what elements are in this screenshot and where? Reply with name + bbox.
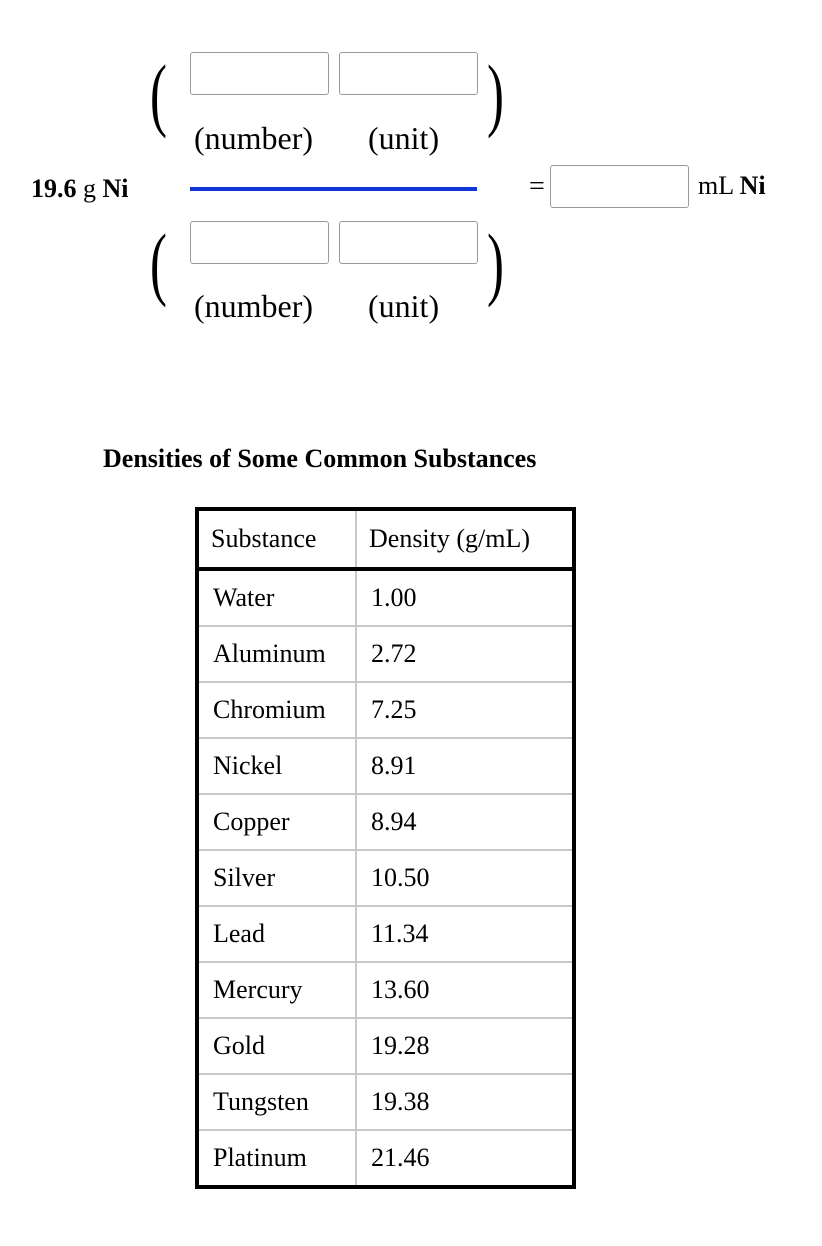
substance-cell: Silver [197,850,356,906]
density-table-title: Densities of Some Common Substances [103,444,537,473]
substance-cell: Lead [197,906,356,962]
denominator-number-hint: (number) [194,288,314,324]
column-header-substance: Substance [197,509,356,569]
substance-cell: Aluminum [197,626,356,682]
density-cell: 19.38 [356,1074,574,1130]
numerator-unit-input[interactable] [339,52,478,95]
substance-cell: Mercury [197,962,356,1018]
table-row [197,1018,574,1074]
denominator-close-paren: ) [487,217,504,308]
substance-cell: Chromium [197,682,356,738]
table-row [197,682,574,738]
substance-cell: Tungsten [197,1074,356,1130]
substance-cell: Nickel [197,738,356,794]
density-cell: 10.50 [356,850,574,906]
density-cell: 21.46 [356,1130,574,1187]
result-unit: mL [698,171,734,200]
given-unit: g [83,174,96,203]
table-row [197,738,574,794]
substance-cell: Copper [197,794,356,850]
table-row [197,626,574,682]
density-table [195,507,576,1189]
density-cell: 8.91 [356,738,574,794]
numerator-close-paren: ) [487,48,504,139]
table-row [197,1074,574,1130]
table-header-row [197,509,574,569]
table-row [197,1130,574,1187]
density-cell: 1.00 [356,569,574,626]
density-cell: 8.94 [356,794,574,850]
numerator-number-hint: (number) [194,120,314,156]
table-row [197,850,574,906]
density-cell: 13.60 [356,962,574,1018]
given-value: 19.6 [31,174,77,203]
given-substance: Ni [102,174,129,203]
substance-cell: Water [197,569,356,626]
density-cell: 19.28 [356,1018,574,1074]
table-row [197,794,574,850]
numerator-number-input[interactable] [190,52,329,95]
numerator-unit-hint: (unit) [368,120,440,156]
substance-cell: Platinum [197,1130,356,1187]
substance-cell: Gold [197,1018,356,1074]
density-cell: 11.34 [356,906,574,962]
result-input[interactable] [550,165,689,208]
denominator-open-paren: ( [150,217,167,308]
table-row [197,962,574,1018]
table-row [197,906,574,962]
result-unit-label [698,169,766,203]
equals-sign: = [529,171,545,202]
density-cell: 7.25 [356,682,574,738]
density-cell: 2.72 [356,626,574,682]
table-row [197,569,574,626]
denominator-number-input[interactable] [190,221,329,264]
fraction-line [190,187,477,191]
column-header-density: Density (g/mL) [356,509,574,569]
denominator-unit-hint: (unit) [368,288,440,324]
result-substance: Ni [739,171,766,200]
denominator-unit-input[interactable] [339,221,478,264]
numerator-open-paren: ( [150,48,167,139]
given-quantity [31,172,129,206]
